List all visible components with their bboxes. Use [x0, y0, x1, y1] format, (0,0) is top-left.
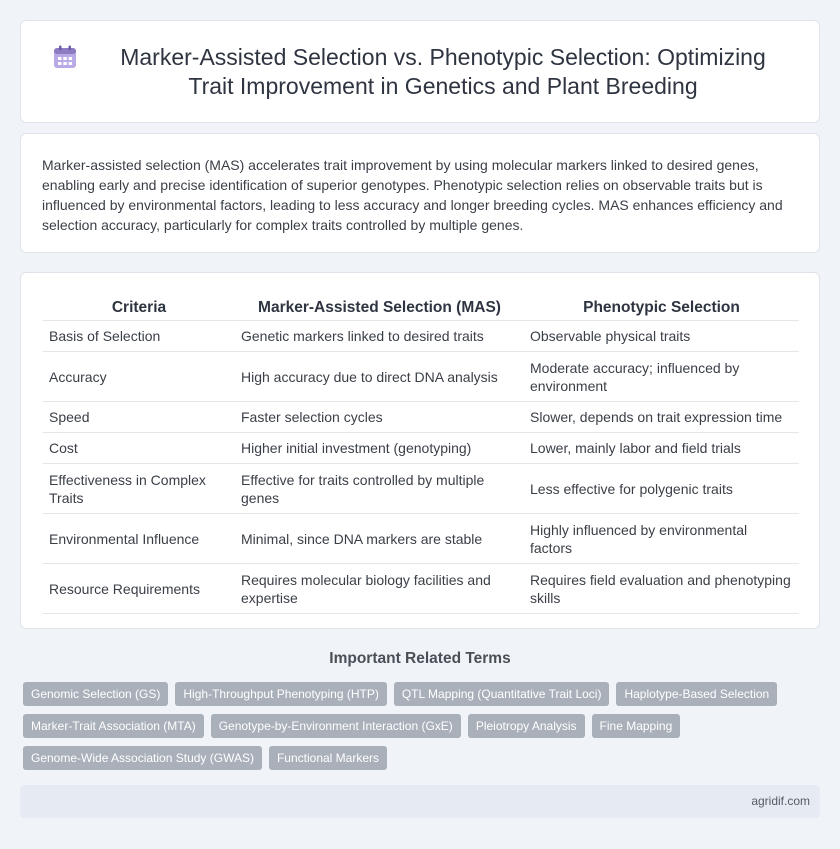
- criteria-cell: Effectiveness in Complex Traits: [43, 464, 235, 514]
- phenotypic-cell: Slower, depends on trait expression time: [524, 402, 799, 433]
- table-row: [43, 464, 799, 514]
- tag-functional-markers[interactable]: Functional Markers: [269, 746, 387, 770]
- tag-pleiotropy-analysis[interactable]: Pleiotropy Analysis: [468, 714, 585, 738]
- criteria-cell: Speed: [43, 402, 235, 433]
- table-header-row: [43, 295, 799, 321]
- header-phenotypic: Phenotypic Selection: [524, 295, 799, 321]
- criteria-cell: Cost: [43, 433, 235, 464]
- phenotypic-cell: Moderate accuracy; influenced by environment: [524, 352, 799, 402]
- tag-genomic-selection[interactable]: Genomic Selection (GS): [23, 682, 168, 706]
- calendar-icon: [52, 44, 78, 70]
- summary-card: [20, 133, 820, 253]
- related-terms-title: Important Related Terms: [329, 650, 511, 667]
- mas-cell: Faster selection cycles: [235, 402, 524, 433]
- tag-genotype-by-environment[interactable]: Genotype-by-Environment Interaction (GxE): [211, 714, 461, 738]
- criteria-cell: Resource Requirements: [43, 564, 235, 614]
- mas-cell: High accuracy due to direct DNA analysis: [235, 352, 524, 402]
- table-row: [43, 564, 799, 614]
- mas-cell: Effective for traits controlled by multiple genes: [235, 464, 524, 514]
- comparison-table: [43, 295, 799, 614]
- phenotypic-cell: Requires field evaluation and phenotyping skills: [524, 564, 799, 614]
- footer-site-link[interactable]: agridif.com: [751, 794, 810, 808]
- criteria-cell: Accuracy: [43, 352, 235, 402]
- tag-high-throughput-phenotyping[interactable]: High-Throughput Phenotyping (HTP): [175, 682, 386, 706]
- related-terms-tags: [23, 682, 813, 778]
- tag-haplotype-based-selection[interactable]: Haplotype-Based Selection: [616, 682, 777, 706]
- comparison-table-card: [20, 272, 820, 629]
- phenotypic-cell: Observable physical traits: [524, 321, 799, 352]
- criteria-cell: Basis of Selection: [43, 321, 235, 352]
- table-row: [43, 514, 799, 564]
- criteria-cell: Environmental Influence: [43, 514, 235, 564]
- mas-cell: Requires molecular biology facilities and expertise: [235, 564, 524, 614]
- table-row: [43, 321, 799, 352]
- page-title: Marker-Assisted Selection vs. Phenotypic Selection: Optimizing Trait Improvement in Genetics and Plant Breeding: [120, 43, 766, 99]
- phenotypic-cell: Lower, mainly labor and field trials: [524, 433, 799, 464]
- tag-qtl-mapping[interactable]: QTL Mapping (Quantitative Trait Loci): [394, 682, 610, 706]
- tag-marker-trait-association[interactable]: Marker-Trait Association (MTA): [23, 714, 204, 738]
- phenotypic-cell: Less effective for polygenic traits: [524, 464, 799, 514]
- tag-fine-mapping[interactable]: Fine Mapping: [592, 714, 681, 738]
- summary-text: Marker-assisted selection (MAS) accelerates trait improvement by using molecular markers linked to desired genes, enabling early and precise identification of superior genotypes. Phenotypic selection relies on observable traits but is influenced by environmental factors, leading to less accuracy and longer breeding cycles. MAS enhances efficiency and selection accuracy, particularly for complex traits controlled by multiple genes.: [42, 157, 783, 233]
- mas-cell: Higher initial investment (genotyping): [235, 433, 524, 464]
- table-row: [43, 402, 799, 433]
- footer: [20, 785, 820, 818]
- header-criteria: Criteria: [43, 295, 235, 321]
- table-row: [43, 352, 799, 402]
- mas-cell: Minimal, since DNA markers are stable: [235, 514, 524, 564]
- mas-cell: Genetic markers linked to desired traits: [235, 321, 524, 352]
- table-row: [43, 433, 799, 464]
- phenotypic-cell: Highly influenced by environmental factors: [524, 514, 799, 564]
- header-card: [20, 20, 820, 123]
- header-mas: Marker-Assisted Selection (MAS): [235, 295, 524, 321]
- tag-gwas[interactable]: Genome-Wide Association Study (GWAS): [23, 746, 262, 770]
